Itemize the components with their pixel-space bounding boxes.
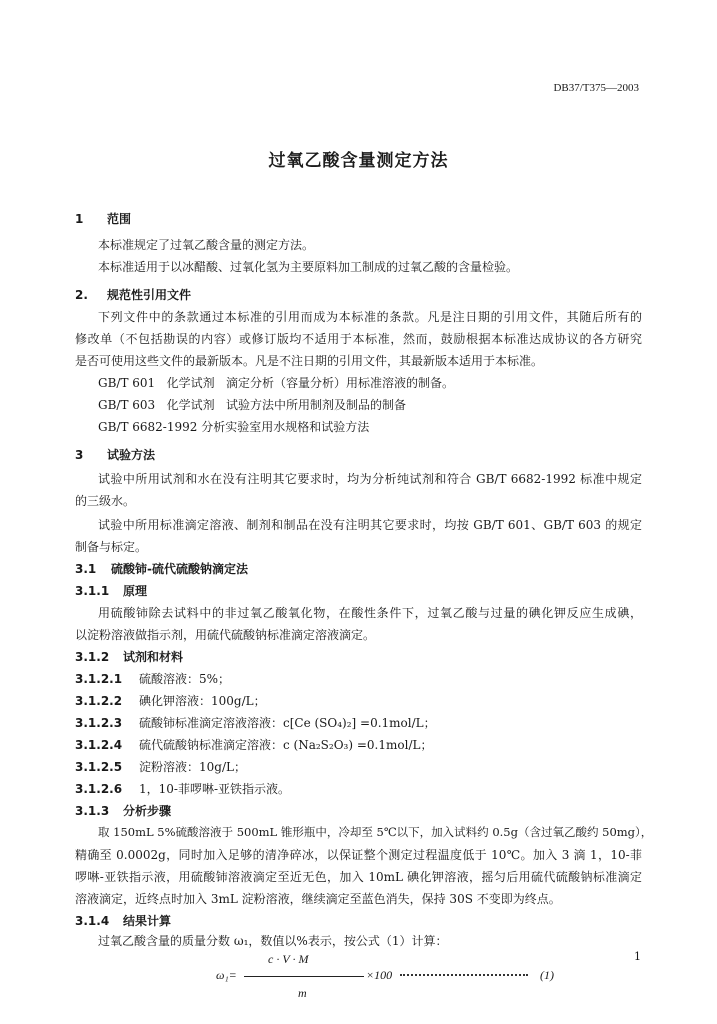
reagent-item	[75, 670, 230, 687]
reference-item: GB/T 6682-1992 分析实验室用水规格和试验方法	[98, 420, 370, 434]
paragraph-line: 试验中所用试剂和水在没有注明其它要求时，均为分析纯试剂和符合 GB/T 6682-1992 标准中规定	[98, 472, 642, 486]
section-number: 2.	[75, 288, 88, 302]
section-number: 3.1	[75, 562, 97, 576]
item-text: 1，10-菲啰啉-亚铁指示液。	[139, 782, 291, 796]
paragraph-line: 试验中所用标准滴定溶液、制剂和制品在没有注明其它要求时，均按 GB/T 601、GB/T 603 的规定	[98, 518, 642, 532]
subsection-3-1-2-heading	[75, 648, 183, 665]
item-number: 3.1.2.4	[75, 738, 123, 752]
section-number: 3	[75, 448, 84, 462]
item-number: 3.1.2.1	[75, 672, 123, 686]
formula-lhs: ω₁=	[216, 968, 237, 982]
formula-denominator: m	[298, 986, 307, 1000]
section-3-heading	[75, 446, 155, 463]
item-number: 3.1.2.2	[75, 694, 123, 708]
formula-multiplier: ×100	[366, 968, 393, 982]
item-number: 3.1.2.6	[75, 782, 123, 796]
section-number: 3.1.4	[75, 914, 110, 928]
section-title: 原理	[123, 584, 148, 598]
item-text: 硫酸铈标准滴定溶液溶液：c[Ce (SO₄)₂] =0.1mol/L；	[139, 716, 436, 730]
subsection-3-1-1-heading	[75, 582, 147, 599]
section-title: 分析步骤	[123, 804, 172, 818]
paragraph-line: 是否可使用这些文件的最新版本。凡是不注日期的引用文件，其最新版本适用于本标准。	[75, 354, 544, 368]
paragraph-line: 过氧乙酸含量的质量分数 ω₁，数值以%表示，按公式（1）计算：	[98, 934, 448, 948]
subsection-3-1-3-heading	[75, 802, 171, 819]
leader-dots	[400, 974, 528, 976]
paragraph: 本标准适用于以冰醋酸、过氧化氢为主要原料加工制成的过氧乙酸的含量检验。	[98, 260, 519, 274]
section-number: 3.1.1	[75, 584, 110, 598]
section-title: 规范性引用文件	[107, 288, 192, 302]
item-text: 碘化钾溶液：100g/L；	[139, 694, 266, 708]
formula-numerator: c · V · M	[268, 952, 309, 966]
item-text: 硫酸溶液：5%；	[139, 672, 231, 686]
paragraph: 本标准规定了过氧乙酸含量的测定方法。	[98, 238, 315, 252]
item-text: 硫代硫酸钠标准滴定溶液：c (Na₂S₂O₃) =0.1mol/L；	[139, 738, 433, 752]
reagent-item	[75, 780, 290, 797]
reference-item: GB/T 603 化学试剂 试验方法中所用制剂及制品的制备	[98, 398, 407, 412]
paragraph-line: 修改单（不包括勘误的内容）或修订版均不适用于本标准，然而，鼓励根据本标准达成协议的各方研究	[75, 332, 642, 346]
reagent-item	[75, 758, 246, 775]
paragraph-line: 以淀粉溶液做指示剂，用硫代硫酸钠标准滴定溶液滴定。	[75, 628, 376, 642]
paragraph-line: 啰啉-亚铁指示液，用硫酸铈溶液滴定至近无色，加入 10mL 碘化钾溶液，摇匀后用硫代硫酸钠标准滴定	[75, 870, 642, 884]
item-number: 3.1.2.5	[75, 760, 123, 774]
reagent-item	[75, 736, 432, 753]
paragraph-line: 精确至 0.0002g，同时加入足够的清净碎冰，以保证整个测定过程温度低于 10℃。加入 3 滴 1，10-菲	[75, 848, 642, 862]
paragraph-line: 用硫酸铈除去试料中的非过氧乙酸氧化物，在酸性条件下，过氧乙酸与过量的碘化钾反应生成碘，	[98, 606, 642, 620]
item-text: 淀粉溶液：10g/L；	[139, 760, 246, 774]
section-title: 试剂和材料	[123, 650, 184, 664]
section-title: 硫酸铈-硫代硫酸钠滴定法	[111, 562, 248, 576]
section-number: 1	[75, 212, 84, 226]
section-1-heading	[75, 210, 131, 227]
paragraph-line: 的三级水。	[75, 494, 136, 508]
reagent-item	[75, 692, 266, 709]
standard-code: DB37/T375—2003	[553, 82, 639, 94]
subsection-3-1-heading	[75, 560, 248, 577]
page-title: 过氧乙酸含量测定方法	[268, 151, 449, 171]
item-number: 3.1.2.3	[75, 716, 123, 730]
reagent-item	[75, 714, 436, 731]
section-2-heading	[75, 286, 191, 303]
section-number: 3.1.2	[75, 650, 110, 664]
fraction-bar	[244, 976, 364, 977]
page-number: 1	[634, 950, 641, 963]
paragraph-line: 制备与标定。	[75, 540, 148, 554]
section-title: 试验方法	[107, 448, 156, 462]
reference-item: GB/T 601 化学试剂 滴定分析（容量分析）用标准溶液的制备。	[98, 376, 455, 390]
section-title: 结果计算	[123, 914, 172, 928]
section-number: 3.1.3	[75, 804, 110, 818]
section-title: 范围	[107, 212, 132, 226]
paragraph-line: 取 150mL 5%硫酸溶液于 500mL 锥形瓶中，冷却至 5℃以下，加入试料约 0.5g（含过氧乙酸约 50mg），	[98, 825, 653, 839]
equation-number: (1)	[540, 968, 554, 982]
paragraph-line: 下列文件中的条款通过本标准的引用而成为本标准的条款。凡是注日期的引用文件，其随后所有的	[98, 310, 642, 324]
subsection-3-1-4-heading	[75, 912, 171, 929]
paragraph-line: 溶液滴定，近终点时加入 3mL 淀粉溶液，继续滴定至蓝色消失，保持 30S 不变即为终点。	[75, 892, 561, 906]
